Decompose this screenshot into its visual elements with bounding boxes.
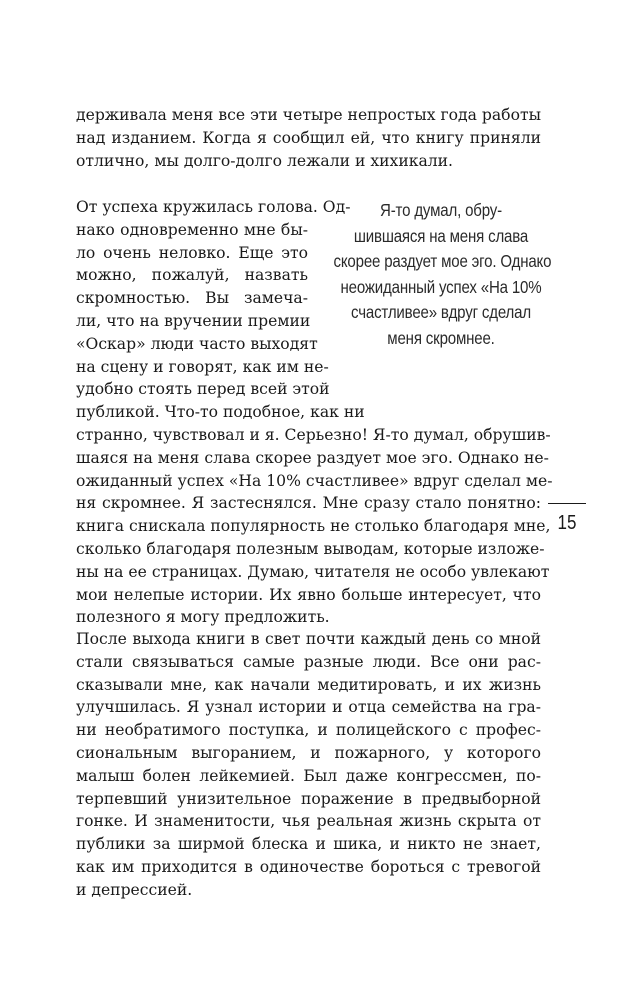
text-line: отлично, мы долго-долго лежали и хихикали. xyxy=(76,151,454,170)
page-number: 15 xyxy=(557,512,577,534)
pull-quote-line: шившаяся на меня слава xyxy=(353,225,529,246)
text-line: мои нелепые истории. Их явно больше интересует, что xyxy=(76,585,541,604)
text-line: публикой. Что-то подобное, как ни xyxy=(76,403,365,422)
text-line: держивала меня все эти четыре непростых года работы xyxy=(76,106,541,124)
text-line: шаяся на меня слава скорее раздует мое эго. Однако не- xyxy=(76,448,549,467)
text-line: книга снискала популярность не столько благодаря мне, xyxy=(76,517,551,536)
text-line: ня скромнее. Я застеснялся. Мне сразу стало понятно: xyxy=(76,494,541,513)
text-line: на сцену и говорят, как им не- xyxy=(76,357,329,376)
text-line: можно, пожалуй, назвать xyxy=(76,266,308,285)
pull-quote-line: счастливее» вдруг сделал xyxy=(351,302,531,323)
pull-quote-line: неожиданный успех «На 10% xyxy=(340,276,542,297)
text-line: От успеха кружилась голова. Од- xyxy=(76,198,351,216)
paragraph-1 xyxy=(76,104,541,172)
text-line: «Оскар» люди часто выходят xyxy=(76,334,318,353)
text-line: как им приходится в одиночестве бороться с тревогой xyxy=(76,857,541,876)
text-line: улучшилась. Я узнал истории и отца семейства на гра- xyxy=(76,698,541,717)
text-line: странно, чувствовал и я. Серьезно! Я-то думал, обрушив- xyxy=(76,425,551,444)
text-line: стали связываться самые разные люди. Все они рас- xyxy=(76,652,541,671)
text-line: удобно стоять перед всей этой xyxy=(76,380,330,399)
text-line: полезного я могу предложить. xyxy=(76,608,330,627)
pull-quote xyxy=(333,198,552,352)
text-line: сиональным выгоранием, и пожарного, у которого xyxy=(76,743,541,762)
text-line: ни необратимого поступка, и полицейского с профес- xyxy=(76,721,541,740)
text-line: нако одновременно мне бы- xyxy=(76,220,308,239)
text-line: публики за ширмой блеска и шика, и никто не знает, xyxy=(76,835,541,854)
text-line: ожиданный успех «На 10% счастливее» вдруг сделал ме- xyxy=(76,471,553,490)
text-line: сколько благодаря полезным выводам, которые изложе- xyxy=(76,539,545,558)
text-line: малыш болен лейкемией. Был даже конгрессмен, по- xyxy=(76,766,541,785)
text-line: После выхода книги в свет почти каждый день со мной xyxy=(76,630,541,648)
text-line: терпевший унизительное поражение в предвыборной xyxy=(76,789,541,808)
text-line: ны на ее страницах. Думаю, читателя не особо увлекают xyxy=(76,562,550,581)
pull-quote-line: скорее раздует мое эго. Однако xyxy=(333,251,552,272)
text-line: ли, что на вручении премии xyxy=(76,311,311,330)
text-line: скромностью. Вы замеча- xyxy=(76,289,308,308)
text-line: сказывали мне, как начали медитировать, и их жизнь xyxy=(76,675,541,694)
text-line: и депрессией. xyxy=(76,880,193,899)
paragraph-3 xyxy=(76,628,541,902)
text-line: ло очень неловко. Еще это xyxy=(76,243,308,262)
text-line: над изданием. Когда я сообщил ей, что книгу приняли xyxy=(76,128,541,147)
pull-quote-line: Я-то думал, обру- xyxy=(380,200,502,220)
pull-quote-line: меня скромнее. xyxy=(387,327,495,348)
text-line: гонке. И знаменитости, чья реальная жизнь скрыта от xyxy=(76,812,541,831)
page-number-rule xyxy=(548,503,586,504)
